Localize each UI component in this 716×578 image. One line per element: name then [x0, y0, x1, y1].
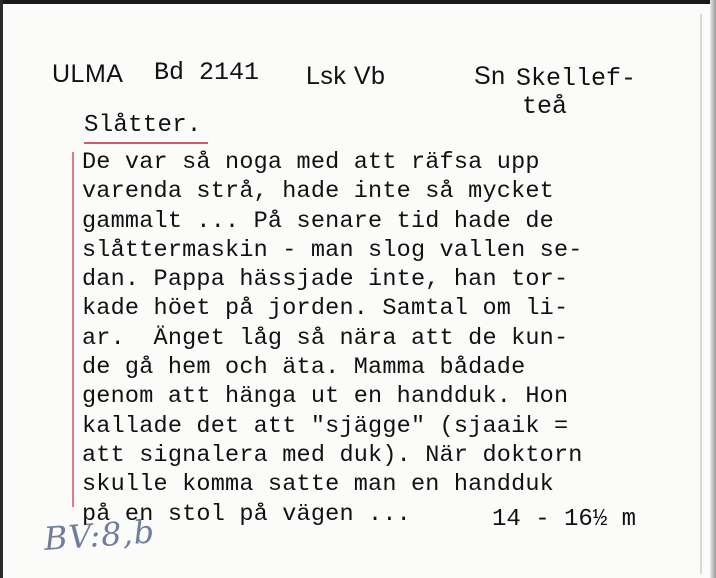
body-line: gammalt ... På senare tid hade de [82, 207, 554, 235]
page-range: 14 - 16½ m [492, 506, 637, 533]
body-line: genom att hänga ut en handduk. Hon [82, 383, 569, 411]
province-label: Lsk Vb [306, 62, 386, 90]
body-line: kade höet på jorden. Samtal om li- [82, 295, 569, 323]
body-line: på en stol på vägen ... [82, 500, 411, 528]
card-right-shadow [700, 14, 702, 574]
body-line: De var så noga med att räfsa upp [82, 149, 540, 176]
body-line: de gå hem och äta. Mamma bådade [82, 354, 526, 382]
parish-prefix: Sn [474, 62, 506, 90]
body-line: att signalera med duk). När doktorn [82, 441, 583, 469]
body-text [82, 148, 682, 529]
record-number: Bd 2141 [154, 58, 260, 87]
card-right-edge [710, 0, 716, 578]
body-line: varenda strå, hade inte så mycket [82, 178, 554, 206]
parish-name-line1: Skellef- [516, 64, 637, 93]
card-top-edge [0, 0, 716, 4]
body-line: skulle komma satte man en handduk [82, 471, 554, 499]
archive-code: ULMA [52, 60, 124, 88]
parish-name-line2: teå [522, 92, 568, 121]
body-line: ar. Änget låg så nära att de kun- [82, 324, 569, 352]
topic-heading: Slåtter. [84, 112, 202, 139]
card-left-edge [0, 0, 3, 578]
margin-rule [72, 152, 74, 507]
body-line: slåttermaskin - man slog vallen se- [82, 236, 583, 264]
topic-underline [84, 142, 208, 144]
body-line: kallade det att "sjägge" (sjaaik = [82, 412, 569, 440]
handwritten-classification: BV:8,b [42, 512, 157, 558]
body-line: dan. Pappa hässjade inte, han tor- [82, 266, 569, 294]
